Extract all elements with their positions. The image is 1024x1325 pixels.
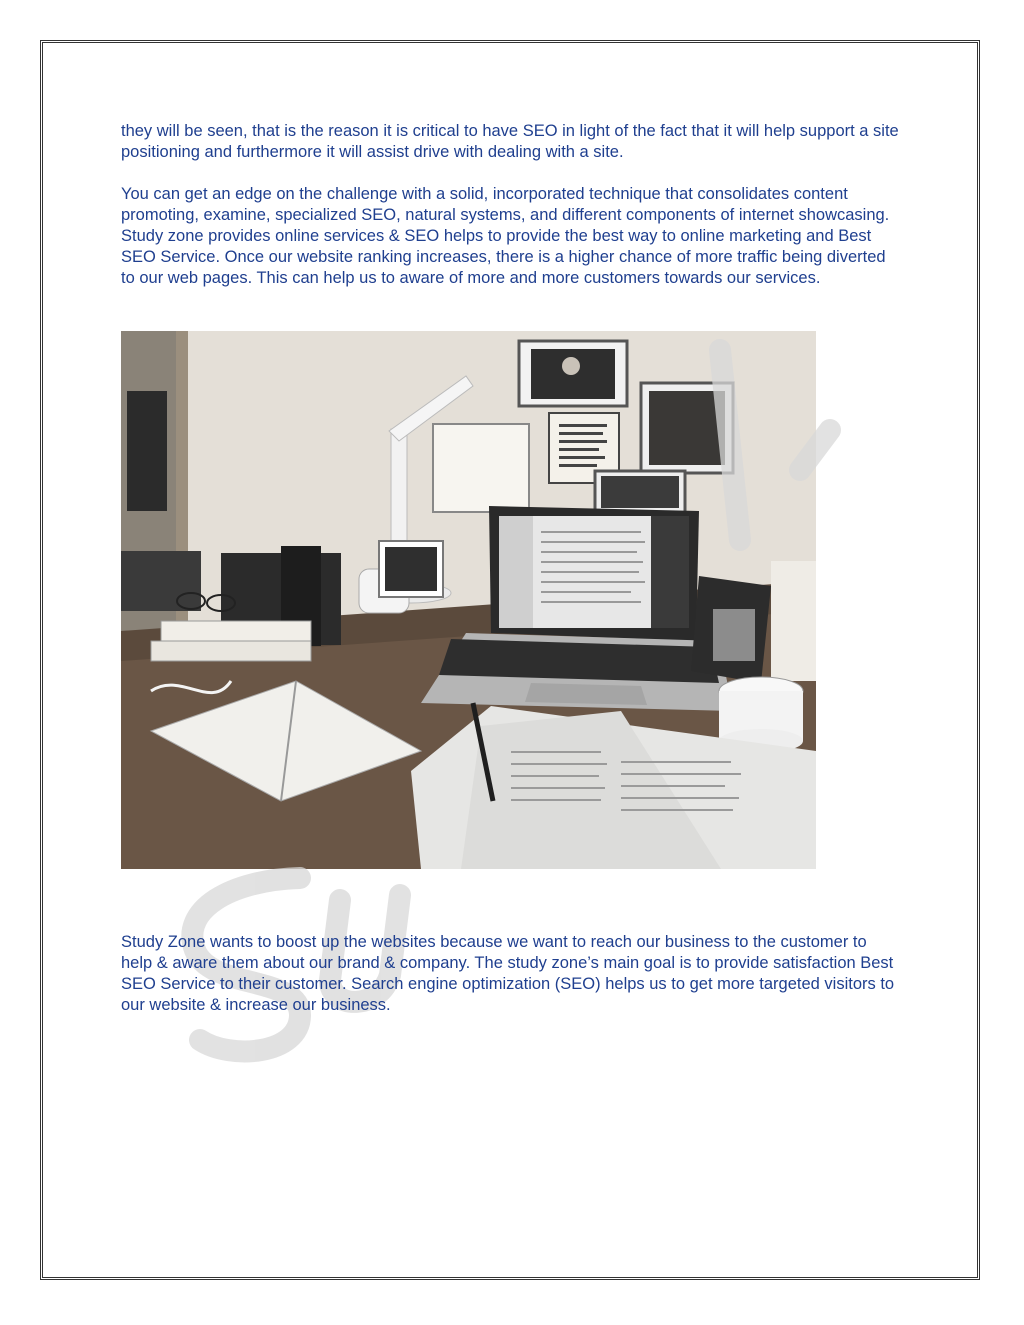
- paragraph-1-text: they will be seen, that is the reason it is critical to have SEO in light of the fact that it will help support a site positioning and furthermore it will assist drive with dealing with a site.: [121, 122, 899, 161]
- paragraph-3: [121, 932, 901, 1016]
- paragraph-3-text: Study Zone wants to boost up the websites because we want to reach our business to the customer to help & aware them about our brand & company. The study zone’s main goal is to provide satisfaction Best SEO Service to their customer. Search engine optimization (SEO) helps us to get more targeted visitors to our website & increase our business.: [121, 933, 895, 1014]
- paragraph-1: [121, 121, 901, 163]
- paragraph-2-text: You can get an edge on the challenge with a solid, incorporated technique that consolidates content promoting, examine, specialized SEO, natural systems, and different components of internet showcasing. Study zone provides online services & SEO helps to provide the best way to online marketing and Best SEO Service. Once our website ranking increases, there is a higher chance of more traffic being diverted to our web pages. This can help us to aware of more and more customers towards our services.: [121, 185, 890, 287]
- paragraph-2: [121, 184, 901, 289]
- desk-photo: [121, 331, 816, 869]
